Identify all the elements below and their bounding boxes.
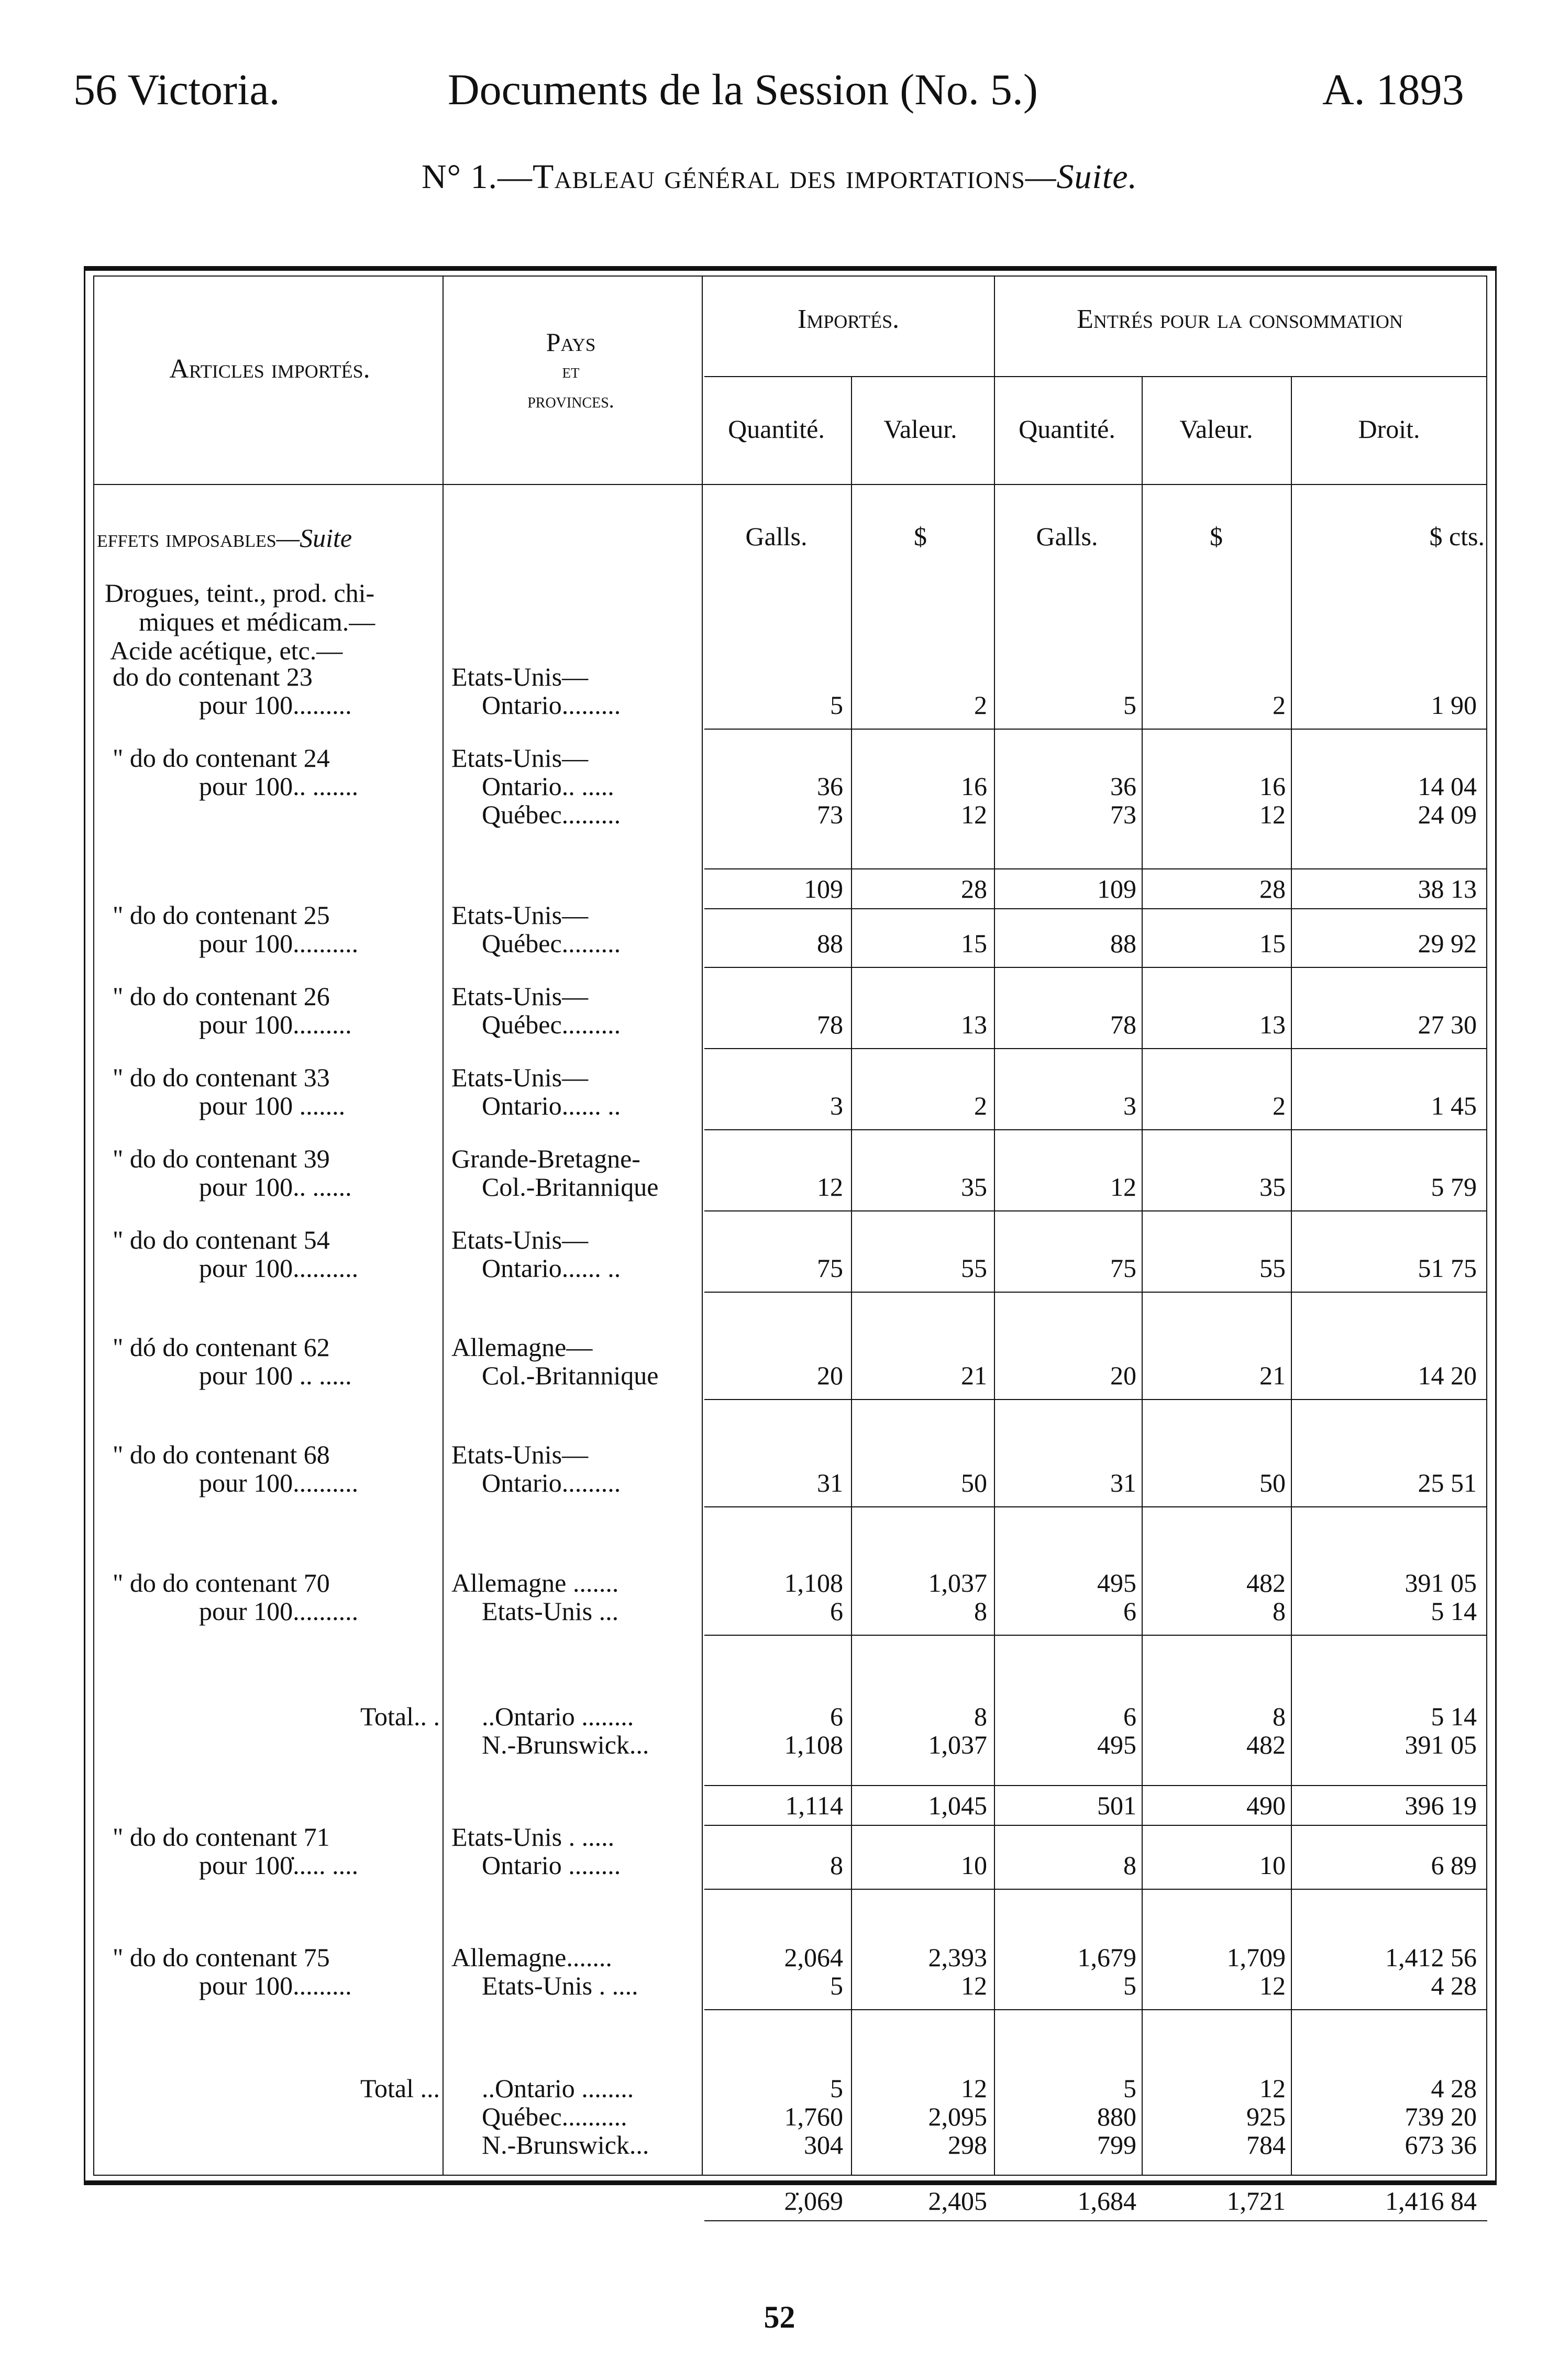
cell-v2: 16 bbox=[1259, 772, 1286, 801]
unit-valeur-entres: $ bbox=[1210, 522, 1223, 551]
header-rule-bottom bbox=[93, 484, 1487, 485]
pays-label: Etats-Unis . ..... bbox=[451, 1822, 615, 1852]
article-label: " do do contenant 24 bbox=[113, 743, 330, 773]
subtotal-q2: 501 bbox=[1097, 1791, 1136, 1820]
cell-q1: 1,108 bbox=[784, 1730, 843, 1759]
pays-label: Col.-Britannique bbox=[482, 1172, 659, 1202]
col-header-droit: Droit. bbox=[1358, 414, 1420, 444]
cell-d: 5 14 bbox=[1431, 1596, 1477, 1626]
cell-d: 4 28 bbox=[1431, 2074, 1477, 2103]
article-label: pour 100.. ....... bbox=[199, 772, 359, 801]
cell-v2: 12 bbox=[1259, 2074, 1286, 2103]
subtotal-q1: 2̇,069 bbox=[784, 2186, 843, 2216]
subtotal-rule bbox=[704, 1785, 1487, 1786]
pays-label: Grande-Bretagne- bbox=[451, 1144, 640, 1173]
cell-d: 14 04 bbox=[1418, 772, 1477, 801]
cell-q2: 73 bbox=[1110, 800, 1136, 829]
cell-v2: 55 bbox=[1259, 1253, 1286, 1283]
cell-v1: 21 bbox=[961, 1361, 987, 1390]
pays-label: Etats-Unis— bbox=[451, 1225, 589, 1254]
cell-q1: 75 bbox=[817, 1253, 843, 1283]
unit-quantite-importes: Galls. bbox=[745, 522, 808, 551]
cell-q2: 880 bbox=[1097, 2102, 1136, 2131]
pays-label: N.-Brunswick... bbox=[482, 2130, 649, 2159]
subtotal-rule-below bbox=[704, 2220, 1487, 2221]
cell-v2: 12 bbox=[1259, 800, 1286, 829]
row-rule bbox=[704, 1129, 1487, 1130]
col-rule-pays bbox=[702, 276, 703, 2176]
header-year: A. 1893 bbox=[1322, 65, 1464, 114]
article-intro-2: miques et médicam.— bbox=[139, 607, 375, 636]
cell-v1: 1,037 bbox=[928, 1730, 987, 1759]
cell-v2: 12 bbox=[1259, 1971, 1286, 2000]
cell-q2: 5 bbox=[1123, 690, 1136, 720]
cell-q1: 1,760 bbox=[784, 2102, 843, 2131]
pays-label: Québec......... bbox=[482, 1010, 621, 1039]
article-label: pour 100......... bbox=[199, 1971, 352, 2000]
subtotal-q1: 1,114 bbox=[785, 1791, 843, 1820]
cell-q2: 8 bbox=[1123, 1850, 1136, 1880]
article-label: pour 100......... bbox=[199, 1010, 352, 1039]
cell-d: 673 36 bbox=[1405, 2130, 1477, 2159]
pays-label: Allemagne ....... bbox=[451, 1568, 619, 1597]
section-heading: effets imposables—Suite bbox=[97, 523, 352, 553]
cell-v2: 1,709 bbox=[1226, 1943, 1286, 1972]
cell-d: 51 75 bbox=[1418, 1253, 1477, 1283]
col-header-articles: Articles importés. bbox=[169, 354, 370, 384]
cell-v1: 12 bbox=[961, 1971, 987, 2000]
cell-q2: 6 bbox=[1123, 1596, 1136, 1626]
cell-v1: 8 bbox=[974, 1702, 987, 1731]
cell-d: 24 09 bbox=[1418, 800, 1477, 829]
pays-label: Etats-Unis— bbox=[451, 1063, 589, 1092]
cell-q1: 78 bbox=[817, 1010, 843, 1039]
cell-q1: 12 bbox=[817, 1172, 843, 1202]
cell-q1: 73 bbox=[817, 800, 843, 829]
cell-v2: 15 bbox=[1259, 929, 1286, 958]
article-label: " do do contenant 75 bbox=[113, 1943, 330, 1972]
cell-q2: 78 bbox=[1110, 1010, 1136, 1039]
cell-q2: 88 bbox=[1110, 929, 1136, 958]
pays-label: Etats-Unis . .... bbox=[482, 1971, 638, 2000]
article-label: " do do contenant 25 bbox=[113, 900, 330, 930]
article-label: " dó do contenant 62 bbox=[113, 1332, 330, 1362]
cell-d: 739 20 bbox=[1405, 2102, 1477, 2131]
cell-v2: 784 bbox=[1246, 2130, 1286, 2159]
pays-label: Ontario......... bbox=[482, 690, 621, 720]
cell-d: 27 30 bbox=[1418, 1010, 1477, 1039]
row-rule bbox=[704, 1635, 1487, 1636]
article-label: pour 100.......... bbox=[199, 1468, 359, 1497]
cell-d: 1 90 bbox=[1431, 690, 1477, 720]
cell-d: 1 45 bbox=[1431, 1091, 1477, 1120]
pays-label: Etats-Unis— bbox=[451, 743, 589, 773]
row-rule bbox=[704, 1292, 1487, 1293]
cell-q2: 1,679 bbox=[1077, 1943, 1136, 1972]
subtotal-rule bbox=[704, 2180, 1487, 2181]
article-label: pour 100.......... bbox=[199, 1253, 359, 1283]
row-rule bbox=[704, 1506, 1487, 1507]
article-label: pour 100 ....... bbox=[199, 1091, 346, 1120]
col-header-quantite-entres: Quantité. bbox=[1019, 414, 1115, 444]
article-label: " do do contenant 68 bbox=[113, 1440, 330, 1469]
cell-v2: 8 bbox=[1273, 1596, 1286, 1626]
cell-q1: 5 bbox=[830, 1971, 843, 2000]
cell-d: 391 05 bbox=[1405, 1730, 1477, 1759]
cell-d: 29 92 bbox=[1418, 929, 1477, 958]
article-label: pour 100̇..... .... bbox=[199, 1850, 359, 1880]
pays-label: Allemagne....... bbox=[451, 1943, 612, 1972]
subtotal-q2: 1,684 bbox=[1077, 2186, 1136, 2216]
cell-q1: 2,064 bbox=[784, 1943, 843, 1972]
subtotal-v1: 1,045 bbox=[928, 1791, 987, 1820]
cell-v1: 12 bbox=[961, 2074, 987, 2103]
article-label: pour 100......... bbox=[199, 690, 352, 720]
cell-v1: 298 bbox=[948, 2130, 987, 2159]
cell-d: 14 20 bbox=[1418, 1361, 1477, 1390]
pays-label: Ontario...... .. bbox=[482, 1253, 621, 1283]
unit-quantite-entres: Galls. bbox=[1036, 522, 1098, 551]
cell-q1: 8 bbox=[830, 1850, 843, 1880]
article-label: do do contenant 23 bbox=[113, 662, 313, 691]
cell-q2: 36 bbox=[1110, 772, 1136, 801]
subtotal-d: 396 19 bbox=[1405, 1791, 1477, 1820]
table-title-suffix: —Suite. bbox=[1025, 158, 1138, 196]
article-label: " do do contenant 26 bbox=[113, 982, 330, 1011]
subtotal-rule-below bbox=[704, 908, 1487, 909]
cell-v2: 50 bbox=[1259, 1468, 1286, 1497]
cell-q2: 495 bbox=[1097, 1730, 1136, 1759]
cell-q2: 12 bbox=[1110, 1172, 1136, 1202]
subtotal-v1: 28 bbox=[961, 874, 987, 903]
cell-v1: 8 bbox=[974, 1596, 987, 1626]
cell-d: 4 28 bbox=[1431, 1971, 1477, 2000]
cell-q2: 5 bbox=[1123, 1971, 1136, 2000]
article-label: " do do contenant 33 bbox=[113, 1063, 330, 1092]
pays-label: Allemagne— bbox=[451, 1332, 593, 1362]
row-rule bbox=[704, 2009, 1487, 2010]
cell-q1: 88 bbox=[817, 929, 843, 958]
cell-q2: 20 bbox=[1110, 1361, 1136, 1390]
header-session-year: 56 Victoria. bbox=[73, 65, 280, 114]
cell-q2: 5 bbox=[1123, 2074, 1136, 2103]
subtotal-d: 1,416 84 bbox=[1385, 2186, 1477, 2216]
subtotal-rule-below bbox=[704, 1825, 1487, 1826]
cell-v1: 2,095 bbox=[928, 2102, 987, 2131]
cell-v1: 35 bbox=[961, 1172, 987, 1202]
cell-q1: 3 bbox=[830, 1091, 843, 1120]
cell-d: 1,412 56 bbox=[1385, 1943, 1477, 1972]
cell-q1: 6 bbox=[830, 1702, 843, 1731]
cell-v1: 2,393 bbox=[928, 1943, 987, 1972]
row-rule bbox=[704, 1399, 1487, 1400]
row-rule bbox=[704, 1889, 1487, 1890]
cell-q1: 5 bbox=[830, 2074, 843, 2103]
cell-d: 5 14 bbox=[1431, 1702, 1477, 1731]
cell-q1: 31 bbox=[817, 1468, 843, 1497]
subtotal-v2: 490 bbox=[1246, 1791, 1286, 1820]
cell-q2: 799 bbox=[1097, 2130, 1136, 2159]
cell-v1: 10 bbox=[961, 1850, 987, 1880]
cell-q2: 495 bbox=[1097, 1568, 1136, 1597]
unit-valeur-importes: $ bbox=[914, 522, 927, 551]
subtotal-q1: 109 bbox=[804, 874, 843, 903]
col-header-quantite-importes: Quantité. bbox=[728, 414, 825, 444]
cell-v1: 50 bbox=[961, 1468, 987, 1497]
article-label: " do do contenant 70 bbox=[113, 1568, 330, 1597]
col-header-importes: Importés. bbox=[797, 304, 900, 334]
pays-label: Etats-Unis ... bbox=[482, 1596, 619, 1626]
cell-q2: 6 bbox=[1123, 1702, 1136, 1731]
table-title bbox=[0, 157, 1559, 197]
pays-label: Ontario......... bbox=[482, 1468, 621, 1497]
row-rule bbox=[704, 967, 1487, 968]
pays-label: Ontario ........ bbox=[482, 1850, 621, 1880]
page-number: 52 bbox=[764, 2300, 795, 2334]
subtotal-v2: 1,721 bbox=[1226, 2186, 1286, 2216]
unit-droit: $ cts. bbox=[1429, 522, 1485, 551]
table-title-main: Tableau général des importations bbox=[533, 158, 1025, 196]
article-label: " do do contenant 71 bbox=[113, 1822, 330, 1852]
cell-q1: 6 bbox=[830, 1596, 843, 1626]
pays-label: Col.-Britannique bbox=[482, 1361, 659, 1390]
cell-q1: 36 bbox=[817, 772, 843, 801]
subtotal-d: 38 13 bbox=[1418, 874, 1477, 903]
col-rule-articles bbox=[443, 276, 444, 2176]
pays-label: Québec......... bbox=[482, 929, 621, 958]
subtotal-q2: 109 bbox=[1097, 874, 1136, 903]
pays-label: Québec......... bbox=[482, 800, 621, 829]
article-intro-3: Acide acétique, etc.— bbox=[110, 636, 343, 665]
row-rule bbox=[704, 1048, 1487, 1049]
cell-v1: 2 bbox=[974, 690, 987, 720]
cell-v2: 8 bbox=[1273, 1702, 1286, 1731]
article-label: " do do contenant 54 bbox=[113, 1225, 330, 1254]
header-rule-groups bbox=[704, 376, 1487, 377]
table-number: N° 1.— bbox=[421, 158, 533, 196]
cell-v1: 1,037 bbox=[928, 1568, 987, 1597]
article-intro-1: Drogues, teint., prod. chi- bbox=[105, 578, 375, 608]
header-document-title: Documents de la Session (No. 5.) bbox=[448, 65, 1038, 114]
cell-q2: 75 bbox=[1110, 1253, 1136, 1283]
cell-d: 25 51 bbox=[1418, 1468, 1477, 1497]
pays-label: ..Ontario ........ bbox=[482, 1702, 634, 1731]
pays-label: Québec.......... bbox=[482, 2102, 627, 2131]
col-header-pays: Pays et provinces. bbox=[527, 327, 614, 412]
article-label: pour 100.......... bbox=[199, 929, 359, 958]
cell-v1: 16 bbox=[961, 772, 987, 801]
cell-v2: 21 bbox=[1259, 1361, 1286, 1390]
subtotal-rule bbox=[704, 868, 1487, 869]
cell-v2: 482 bbox=[1246, 1568, 1286, 1597]
cell-v2: 35 bbox=[1259, 1172, 1286, 1202]
total-label: Total.. . bbox=[360, 1702, 440, 1731]
article-label: " do do contenant 39 bbox=[113, 1144, 330, 1173]
cell-d: 6 89 bbox=[1431, 1850, 1477, 1880]
col-header-entres: Entrés pour la consommation bbox=[1077, 304, 1403, 334]
subtotal-v2: 28 bbox=[1259, 874, 1286, 903]
row-rule bbox=[704, 1210, 1487, 1211]
col-header-valeur-entres: Valeur. bbox=[1179, 414, 1253, 444]
col-rule-entres bbox=[994, 276, 995, 2176]
cell-d: 391 05 bbox=[1405, 1568, 1477, 1597]
pays-label: Etats-Unis— bbox=[451, 1440, 589, 1469]
cell-v2: 13 bbox=[1259, 1010, 1286, 1039]
cell-v2: 482 bbox=[1246, 1730, 1286, 1759]
cell-q1: 20 bbox=[817, 1361, 843, 1390]
pays-label: N.-Brunswick... bbox=[482, 1730, 649, 1759]
cell-v2: 10 bbox=[1259, 1850, 1286, 1880]
pays-label: ..Ontario ........ bbox=[482, 2074, 634, 2103]
cell-d: 5 79 bbox=[1431, 1172, 1477, 1202]
cell-v1: 13 bbox=[961, 1010, 987, 1039]
subtotal-v1: 2,405 bbox=[928, 2186, 987, 2216]
cell-q1: 5 bbox=[830, 690, 843, 720]
article-label: pour 100 .. ..... bbox=[199, 1361, 352, 1390]
pays-label: Etats-Unis— bbox=[451, 662, 589, 691]
cell-v2: 925 bbox=[1246, 2102, 1286, 2131]
cell-v1: 2 bbox=[974, 1091, 987, 1120]
total-label: Total ... bbox=[360, 2074, 440, 2103]
cell-q2: 31 bbox=[1110, 1468, 1136, 1497]
pays-label: Ontario.. ..... bbox=[482, 772, 614, 801]
article-label: pour 100.......... bbox=[199, 1596, 359, 1626]
article-label: pour 100.. ...... bbox=[199, 1172, 352, 1202]
cell-v1: 15 bbox=[961, 929, 987, 958]
cell-q2: 3 bbox=[1123, 1091, 1136, 1120]
row-rule bbox=[704, 729, 1487, 730]
col-header-valeur-importes: Valeur. bbox=[883, 414, 957, 444]
pays-label: Etats-Unis— bbox=[451, 900, 589, 930]
pays-label: Ontario...... .. bbox=[482, 1091, 621, 1120]
cell-v2: 2 bbox=[1273, 690, 1286, 720]
cell-v1: 55 bbox=[961, 1253, 987, 1283]
cell-v1: 12 bbox=[961, 800, 987, 829]
cell-q1: 304 bbox=[804, 2130, 843, 2159]
pays-label: Etats-Unis— bbox=[451, 982, 589, 1011]
cell-q1: 1,108 bbox=[784, 1568, 843, 1597]
cell-v2: 2 bbox=[1273, 1091, 1286, 1120]
